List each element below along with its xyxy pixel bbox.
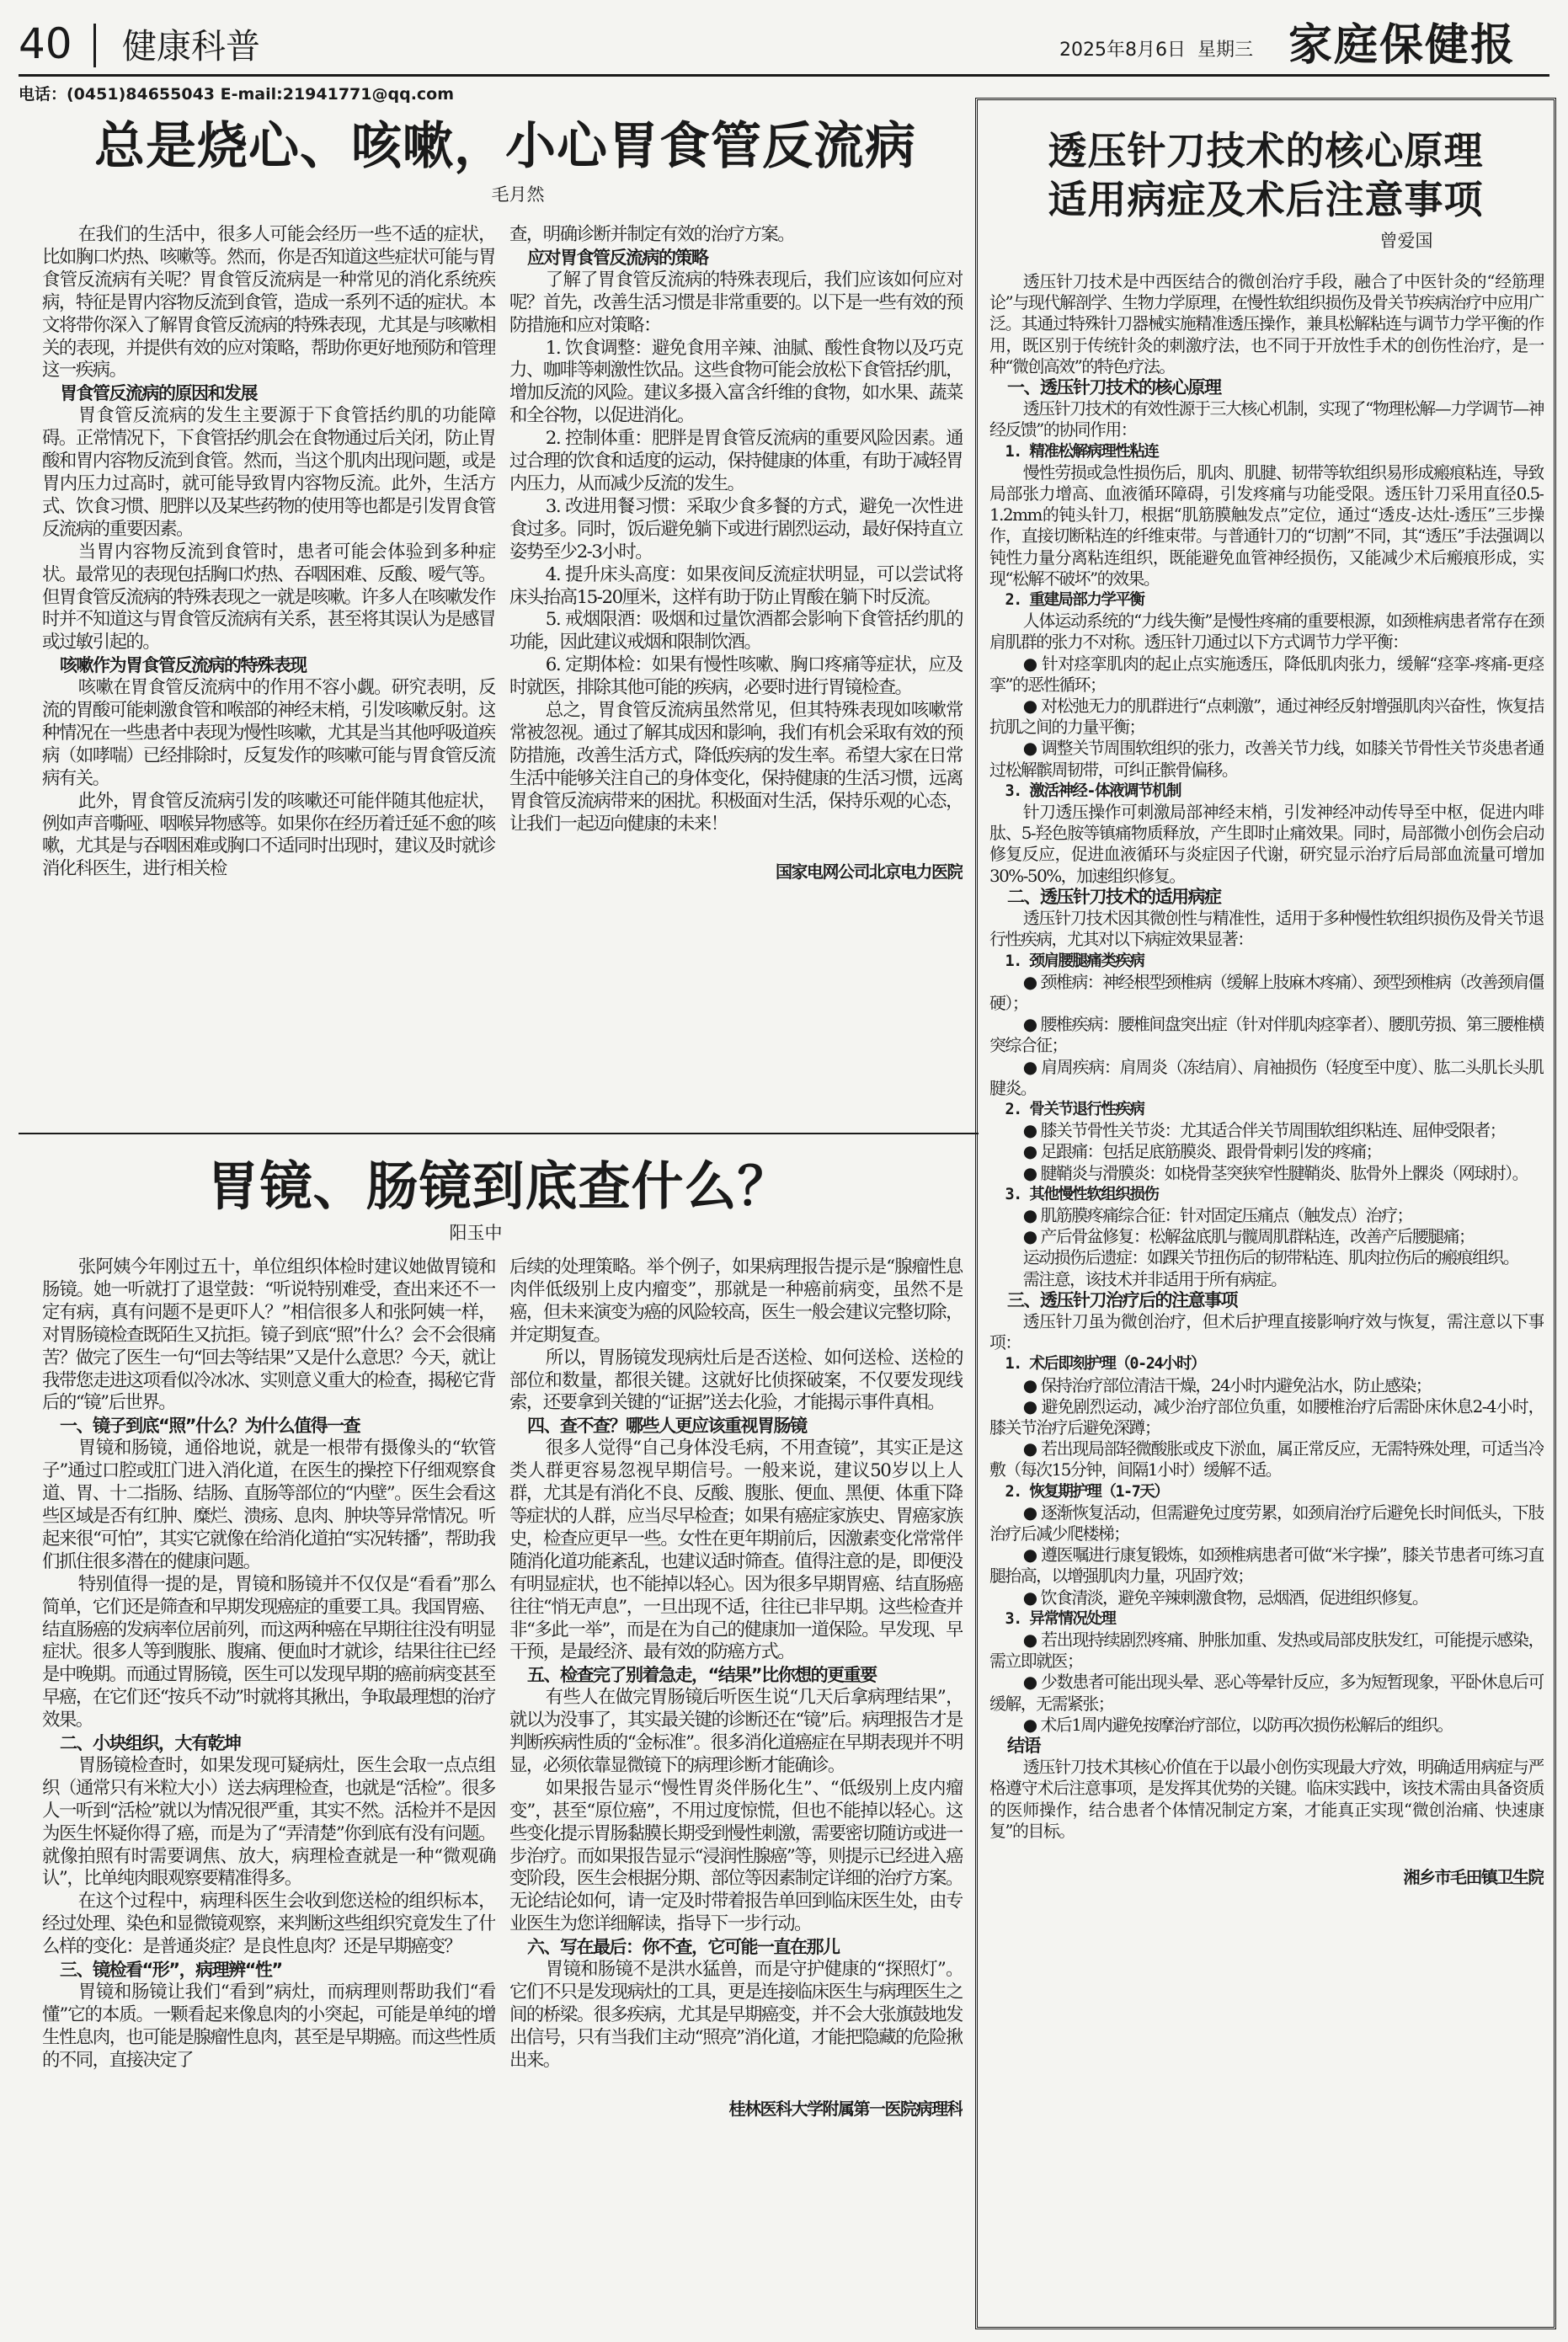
paragraph: 运动损伤后遗症：如踝关节扭伤后的韧带粘连、肌肉拉伤后的瘢痕组织。	[1022, 1248, 1519, 1268]
paragraph: 胃镜和肠镜，通俗地说，就是一根带有摄像头的“软管子”通过口腔或肛门进入消化道，在医生的操控下仔细观察食道、胃、十二指肠、结肠、直肠等部位的“内壁”。医生会看这些区域是否有红肿、糜烂、溃疡、息肉、肿块等异常情况。听起来很“可怕”，其实它就像在给消化道拍“实况转播”，帮助我们抓住很多潜在的健康问题。	[42, 1438, 495, 1572]
paragraph: ● 腱鞘炎与滑膜炎：如桡骨茎突狭窄性腱鞘炎、肱骨外上髁炎（网球肘）。	[1022, 1163, 1528, 1183]
section-title: 健康科普	[122, 26, 260, 67]
article2-author: 阳玉中	[449, 1223, 503, 1243]
paragraph: 总之，胃食管反流病虽然常见，但其特殊表现如咳嗽常常被忽视。通过了解其成因和影响，我们有机会采取有效的预防措施，改善生活方式，降低疾病的发生率。希望大家在日常生活中能够关注自己的身体变化，保持健康的生活习惯，远离胃食管反流病带来的困扰。积极面对生活，保持乐观的心态，让我们一起迈向健康的未来！	[509, 700, 963, 835]
article2-title: 胃镜、肠镜到底查什么？	[206, 1155, 791, 1217]
paragraph: 在我们的生活中，很多人可能会经历一些不适的症状，比如胸口灼热、咳嗽等。然而，你是否知道这些症状可能与胃食管反流病有关呢？胃食管反流病是一种常见的消化系统疾病，特征是胃内容物反流到食管，造成一系列不适的症状。本文将带你深入了解胃食管反流病的特殊表现，尤其是与咳嗽相关的表现，并提供有效的应对策略，帮助你更好地预防和管理这一疾病。	[42, 224, 495, 381]
section-heading: 五、检查完了别着急走，“结果”比你想的更重要	[527, 1665, 877, 1686]
paragraph: ● 腰椎疾病：腰椎间盘突出症（针对伴肌肉痉挛者）、腰肌劳损、第三腰椎横突综合征；	[989, 1015, 1544, 1056]
paragraph: 特别值得一提的是，胃镜和肠镜并不仅仅是“看看”那么简单，它们还是筛查和早期发现癌症的重要工具。我国胃癌、结直肠癌的发病率位居前列，而这两种癌在早期往往没有明显症状。很多人等到腹胀、腹痛、便血时才就诊，结果往往已经是中晚期。而通过胃肠镜，医生可以发现早期的癌前病变甚至早癌，在它们还“按兵不动”时就将其揪出，争取最理想的治疗效果。	[42, 1573, 495, 1731]
paragraph: 胃肠镜检查时，如果发现可疑病灶，医生会取一点点组织（通常只有米粒大小）送去病理检查，也就是“活检”。很多人一听到“活检”就以为情况很严重，其实不然。活检并不是因为医生怀疑你得了癌，而是为了“弄清楚”你到底有没有问题。就像拍照有时需要调焦、放大，病理检查就是一种“微观确认”，比单纯肉眼观察要精准得多。	[42, 1754, 495, 1890]
paragraph: 胃镜和肠镜让我们“看到”病灶，而病理则帮助我们“看懂”它的本质。一颗看起来像息肉的小突起，可能是单纯的增生性息肉，也可能是腺瘤性息肉，甚至是早期癌。而这些性质的不同，直接决定了	[42, 1982, 495, 2071]
paragraph: 咳嗽在胃食管反流病中的作用不容小觑。研究表明，反流的胃酸可能刺激食管和喉部的神经末梢，引发咳嗽反射。这种情况在一些患者中表现为慢性咳嗽，尤其是当其他呼吸道疾病（如哮喘）已经排除时，反复发作的咳嗽可能与胃食管反流病有关。	[42, 677, 495, 789]
source-signature: 国家电网公司北京电力医院	[776, 862, 963, 883]
paragraph: 如果报告显示“慢性胃炎伴肠化生”、“低级别上皮内瘤变”，甚至“原位癌”，不用过度惊慌，但也不能掉以轻心。这些变化提示胃肠黏膜长期受到慢性刺激，需要密切随访或进一步治疗。而如果报告显示“浸润性腺癌”等，则提示已经进入癌变阶段，医生会根据分期、部位等因素制定详细的治疗方案。无论结论如何，请一定及时带着报告单回到临床医生处，由专业医生为您详细解读，指导下一步行动。	[509, 1777, 963, 1935]
paragraph: ● 遵医嘱进行康复锻炼，如颈椎病患者可做“米字操”，膝关节患者可练习直腿抬高，以增强肌肉力量，巩固疗效；	[989, 1545, 1544, 1587]
paragraph: ● 针对痉挛肌肉的起止点实施透压，降低肌肉张力，缓解“痉挛-疼痛-更痉挛”的恶性循环；	[989, 654, 1544, 695]
section-heading: 应对胃食管反流病的策略	[527, 247, 708, 268]
paragraph: 3. 改进用餐习惯：采取少食多餐的方式，避免一次性进食过多。同时，饭后避免躺下或进行剧烈运动，最好保持直立姿势至少2-3小时。	[509, 495, 963, 563]
article-separator	[19, 1133, 979, 1134]
subsection-heading: 3. 其他慢性软组织损伤	[1005, 1185, 1159, 1203]
subsection-heading: 2. 恢复期护理（1-7天）	[1005, 1482, 1169, 1501]
paragraph: 胃镜和肠镜不是洪水猛兽，而是守护健康的“探照灯”。它们不只是发现病灶的工具，更是连接临床医生与病理医生之间的桥梁。很多疾病，尤其是早期癌变，并不会大张旗鼓地发出信号，只有当我们主动“照亮”消化道，才能把隐藏的危险揪出来。	[509, 1959, 963, 2071]
issue-date	[1059, 35, 1253, 61]
section-heading: 二、透压针刀技术的适用病症	[1007, 886, 1221, 907]
subsection-heading: 1. 精准松解病理性粘连	[1005, 442, 1159, 461]
article1-author: 毛月然	[491, 184, 545, 205]
section-heading: 六、写在最后：你不查，它可能一直在那儿	[527, 1937, 840, 1958]
paragraph-continued: 查，明确诊断并制定有效的治疗方案。	[509, 224, 795, 245]
paragraph: 此外，胃食管反流病引发的咳嗽还可能伴随其他症状，例如声音嘶哑、咽喉异物感等。如果你在经历着迁延不愈的咳嗽，尤其是与吞咽困难或胸口不适同时出现时，建议及时就诊消化科医生，进行相关检	[42, 790, 495, 880]
paragraph: 了解了胃食管反流病的特殊表现后，我们应该如何应对呢？首先，改善生活习惯是非常重要的。以下是一些有效的预防措施和应对策略：	[509, 269, 963, 336]
section-heading: 三、镜检看“形”，病理辨“性”	[60, 1960, 282, 1981]
subsection-heading: 1. 术后即刻护理（0-24小时）	[1005, 1355, 1205, 1374]
paragraph: ● 避免剧烈运动，减少治疗部位负重，如腰椎治疗后需卧床休息2-4小时，膝关节治疗后避免深蹲；	[989, 1396, 1544, 1438]
paragraph: 4. 提升床头高度：如果夜间反流症状明显，可以尝试将床头抬高15-20厘米，这样有助于防止胃酸在躺下时反流。	[509, 563, 963, 608]
paragraph: 人体运动系统的“力线失衡”是慢性疼痛的重要根源，如颈椎病患者常存在颈肩肌群的张力不对称。透压针刀通过以下方式调节力学平衡：	[989, 611, 1544, 653]
paragraph: 透压针刀虽为微创治疗，但术后护理直接影响疗效与恢复，需注意以下事项：	[989, 1311, 1544, 1353]
article1-title: 总是烧心、咳嗽，小心胃食管反流病	[94, 117, 916, 176]
subsection-heading: 2. 骨关节退行性疾病	[1005, 1100, 1144, 1118]
paragraph: ● 肩周疾病：肩周炎（冻结肩）、肩袖损伤（轻度至中度）、肱二头肌长头肌腱炎。	[989, 1057, 1544, 1098]
paragraph: ● 饮食清淡，避免辛辣刺激食物，忌烟酒，促进组织修复。	[1022, 1587, 1428, 1608]
article3-title-line1: 透压针刀技术的核心原理	[1048, 128, 1484, 173]
paragraph: ● 保持治疗部位清洁干燥，24小时内避免沾水，防止感染；	[1022, 1375, 1432, 1395]
paragraph-continued: 后续的处理策略。举个例子，如果病理报告提示是“腺瘤性息肉伴低级别上皮内瘤变”，那就是一种癌前病变，虽然不是癌，但未来演变为癌的风险较高，医生一般会建议完整切除，并定期复查。	[509, 1256, 963, 1346]
paragraph: ● 对松弛无力的肌群进行“点刺激”，通过神经反射增强肌肉兴奋性，恢复拮抗肌之间的力量平衡；	[989, 696, 1544, 738]
paragraph: ● 逐渐恢复活动，但需避免过度劳累，如颈肩治疗后避免长时间低头，下肢治疗后减少爬楼梯；	[989, 1502, 1544, 1544]
paragraph: 需注意，该技术并非适用于所有病症。	[1022, 1269, 1287, 1289]
weekday-text: 星期三	[1197, 40, 1253, 61]
section-heading: 四、查不查？哪些人更应该重视胃肠镜	[527, 1416, 807, 1437]
paragraph: 透压针刀技术因其微创性与精准性，适用于多种慢性软组织损伤及骨关节退行性疾病，尤其对以下病症效果显著：	[989, 909, 1544, 950]
paragraph: ● 若出现局部轻微酸胀或皮下淤血，属正常反应，无需特殊处理，可适当冷敷（每次15分钟，间隔1小时）缓解不适。	[989, 1439, 1544, 1480]
article3-title	[981, 126, 1550, 224]
paragraph: 有些人在做完胃肠镜后听医生说“几天后拿病理结果”，就以为没事了，其实最关键的诊断还在“镜”后。病理报告才是判断疾病性质的“金标准”。很多消化道癌症在早期表现并不明显，必须依靠显微镜下的病理诊断才能确诊。	[509, 1687, 963, 1776]
subsection-heading: 3. 激活神经-体液调节机制	[1005, 782, 1181, 800]
paragraph: 6. 定期体检：如果有慢性咳嗽、胸口疼痛等症状，应及时就医，排除其他可能的疾病，必要时进行胃镜检查。	[509, 654, 963, 699]
article1-column-2	[509, 224, 963, 1127]
paragraph: ● 若出现持续剧烈疼痛、肿胀加重、发热或局部皮肤发红，可能提示感染，需立即就医；	[989, 1630, 1544, 1672]
subsection-heading: 2. 重建局部力学平衡	[1005, 591, 1144, 610]
paragraph: 所以，胃肠镜发现病灶后是否送检、如何送检、送检的部位和数量，都很关键。这就好比侦探破案，不仅要发现线索，还要拿到关键的“证据”送去化验，才能揭示事件真相。	[509, 1347, 963, 1414]
paragraph: 2. 控制体重：肥胖是胃食管反流病的重要风险因素。通过合理的饮食和适度的运动，保持健康的体重，有助于减轻胃内压力，从而减少反流的发生。	[509, 428, 963, 494]
section-heading: 胃食管反流病的原因和发展	[60, 383, 257, 404]
article2-column-2	[509, 1256, 963, 2328]
paragraph: 在这个过程中，病理科医生会收到您送检的组织标本，经过处理、染色和显微镜观察，来判断这些组织究竟发生了什么样的变化：是普通炎症？是良性息肉？还是早期癌变？	[42, 1891, 495, 1958]
section-heading: 二、小块组织，大有乾坤	[60, 1733, 241, 1754]
source-signature: 桂林医科大学附属第一医院病理科	[728, 2098, 963, 2119]
paragraph: ● 肌筋膜疼痛综合征：针对固定压痛点（触发点）治疗；	[1022, 1205, 1412, 1225]
paragraph: 1. 饮食调整：避免食用辛辣、油腻、酸性食物以及巧克力、咖啡等刺激性饮品。这些食物可能会放松下食管括约肌，增加反流的风险。建议多摄入富含纤维的食物，如水果、蔬菜和全谷物，以促进消化。	[509, 337, 963, 427]
paragraph: 针刀透压操作可刺激局部神经末梢，引发神经冲动传导至中枢，促进内啡肽、5-羟色胺等镇痛物质释放，产生即时止痛效果。同时，局部微小创伤会启动修复反应，促进血液循环与炎症因子代谢，研究显示治疗后局部血流量可增加30%-50%，加速组织修复。	[989, 803, 1544, 886]
subsection-heading: 1. 颈肩腰腿痛类疾病	[1005, 952, 1144, 970]
paragraph: ● 膝关节骨性关节炎：尤其适合伴关节周围软组织粘连、屈伸受限者；	[1022, 1121, 1506, 1141]
paragraph: 透压针刀技术的有效性源于三大核心机制，实现了“物理松解—力学调节—神经反馈”的协同作用：	[989, 399, 1544, 440]
paragraph: ● 调整关节周围软组织的张力，改善关节力线，如膝关节骨性关节炎患者通过松解髌周韧带，可纠正髌骨偏移。	[989, 739, 1544, 780]
paragraph: ● 产后骨盆修复：松解盆底肌与髋周肌群粘连，改善产后腰腿痛；	[1022, 1227, 1475, 1247]
paragraph: ● 足跟痛：包括足底筋膜炎、跟骨骨刺引发的疼痛；	[1022, 1142, 1382, 1162]
contact-line: 电话：(0451)84655043 E-mail:21941771@qq.com	[19, 85, 455, 104]
section-heading: 结语	[1007, 1736, 1040, 1757]
article1-column-1	[42, 224, 495, 1127]
paragraph: 当胃内容物反流到食管时，患者可能会体验到多种症状。最常见的表现包括胸口灼热、吞咽困难、反酸、嗳气等。但胃食管反流病的特殊表现之一就是咳嗽。许多人在咳嗽发作时并不知道这与胃食管反流病有关系，甚至将其误认为是感冒或过敏引起的。	[42, 541, 495, 654]
article3-title-line2: 适用病症及术后注意事项	[1048, 177, 1484, 222]
paragraph: 慢性劳损或急性损伤后，肌肉、肌腱、韧带等软组织易形成瘢痕粘连，导致局部张力增高、血液循环障碍，引发疼痛与功能受限。透压针刀采用直径0.5-1.2mm的钝头针刀，根据“肌筋膜触发点”定位，通过“透皮-达灶-透压”三步操作，直接切断粘连的纤维束带。与普通针刀的“切割”不同，其“透压”手法强调以钝性力量分离粘连组织，既能避免血管神经损伤，又能减少术后瘢痕形成，实现“松解不破坏”的效果。	[989, 462, 1544, 589]
paragraph: ● 颈椎病：神经根型颈椎病（缓解上肢麻木疼痛）、颈型颈椎病（改善颈肩僵硬）；	[989, 972, 1544, 1013]
masthead-divider	[93, 24, 96, 67]
paragraph: ● 术后1周内避免按摩治疗部位，以防再次损伤松解后的组织。	[1022, 1715, 1453, 1735]
paragraph: 很多人觉得“自己身体没毛病，不用查镜”，其实正是这类人群更容易忽视早期信号。一般来说，建议50岁以上人群，尤其是有消化不良、反酸、腹胀、便血、黑便、体重下降等症状的人群，应当尽早检查；如果有癌症家族史、胃癌家族史，检查应更早一些。女性在更年期前后，因激素变化常常伴随消化道功能紊乱，也建议适时筛查。值得注意的是，即便没有明显症状，也不能掉以轻心。因为很多早期胃癌、结直肠癌往往“悄无声息”，一旦出现不适，往往已非早期。这些检查并非“多此一举”，而是在为自己的健康加一道保险。早发现、早干预，是最经济、最有效的防癌方式。	[509, 1438, 963, 1663]
article3-author: 曾爱国	[1379, 231, 1433, 251]
paragraph: ● 少数患者可能出现头晕、恶心等晕针反应，多为短暂现象，平卧休息后可缓解，无需紧张；	[989, 1672, 1544, 1714]
masthead-rule	[19, 74, 1549, 77]
page-number: 40	[19, 19, 72, 68]
paper-name: 家庭保健报	[1288, 20, 1517, 71]
section-heading: 一、镜子到底“照”什么？为什么值得一查	[60, 1416, 360, 1437]
source-signature: 湘乡市毛田镇卫生院	[1403, 1867, 1544, 1888]
article3-column	[989, 271, 1544, 2318]
section-heading: 一、透压针刀技术的核心原理	[1007, 377, 1221, 398]
paragraph: 张阿姨今年刚过五十，单位组织体检时建议她做胃镜和肠镜。她一听就打了退堂鼓：“听说特别难受，查出来还不一定有病，真有问题不是更吓人？”相信很多人和张阿姨一样，对胃肠镜检查既陌生又抗拒。镜子到底“照”什么？会不会很痛苦？做完了医生一句“回去等结果”又是什么意思？今天，就让我带您走进这项看似冷冰冰、实则意义重大的检查，揭秘它背后的“镜”后世界。	[42, 1256, 495, 1414]
paragraph: 透压针刀技术是中西医结合的微创治疗手段，融合了中医针灸的“经筋理论”与现代解剖学、生物力学原理，在慢性软组织损伤及骨关节疾病治疗中应用广泛。其通过特殊针刀器械实施精准透压操作，兼具松解粘连与调节力学平衡的作用，既区别于传统针灸的刺激疗法，也不同于开放性手术的创伤性治疗，是一种“微创高效”的特色疗法。	[989, 272, 1544, 376]
paragraph: 5. 戒烟限酒：吸烟和过量饮酒都会影响下食管括约肌的功能，因此建议戒烟和限制饮酒。	[509, 609, 963, 654]
article2-column-1	[42, 1256, 495, 2328]
section-heading: 三、透压针刀治疗后的注意事项	[1007, 1289, 1237, 1310]
subsection-heading: 3. 异常情况处理	[1005, 1609, 1116, 1628]
paragraph: 透压针刀技术其核心价值在于以最小创伤实现最大疗效，明确适用病症与严格遵守术后注意事项，是发挥其优势的关键。临床实践中，该技术需由具备资质的医师操作，结合患者个体情况制定方案，才能真正实现“微创治痛、快速康复”的目标。	[989, 1758, 1544, 1841]
date-text: 2025年8月6日	[1059, 40, 1186, 61]
paragraph: 胃食管反流病的发生主要源于下食管括约肌的功能障碍。正常情况下，下食管括约肌会在食物通过后关闭，防止胃酸和胃内容物反流到食管。然而，当这个肌肉出现问题，或是胃内压力过高时，就可能导致胃内容物反流。此外，生活方式、饮食习惯、肥胖以及某些药物的使用等也都是引发胃食管反流病的重要因素。	[42, 405, 495, 540]
section-heading: 咳嗽作为胃食管反流病的特殊表现	[60, 655, 307, 676]
